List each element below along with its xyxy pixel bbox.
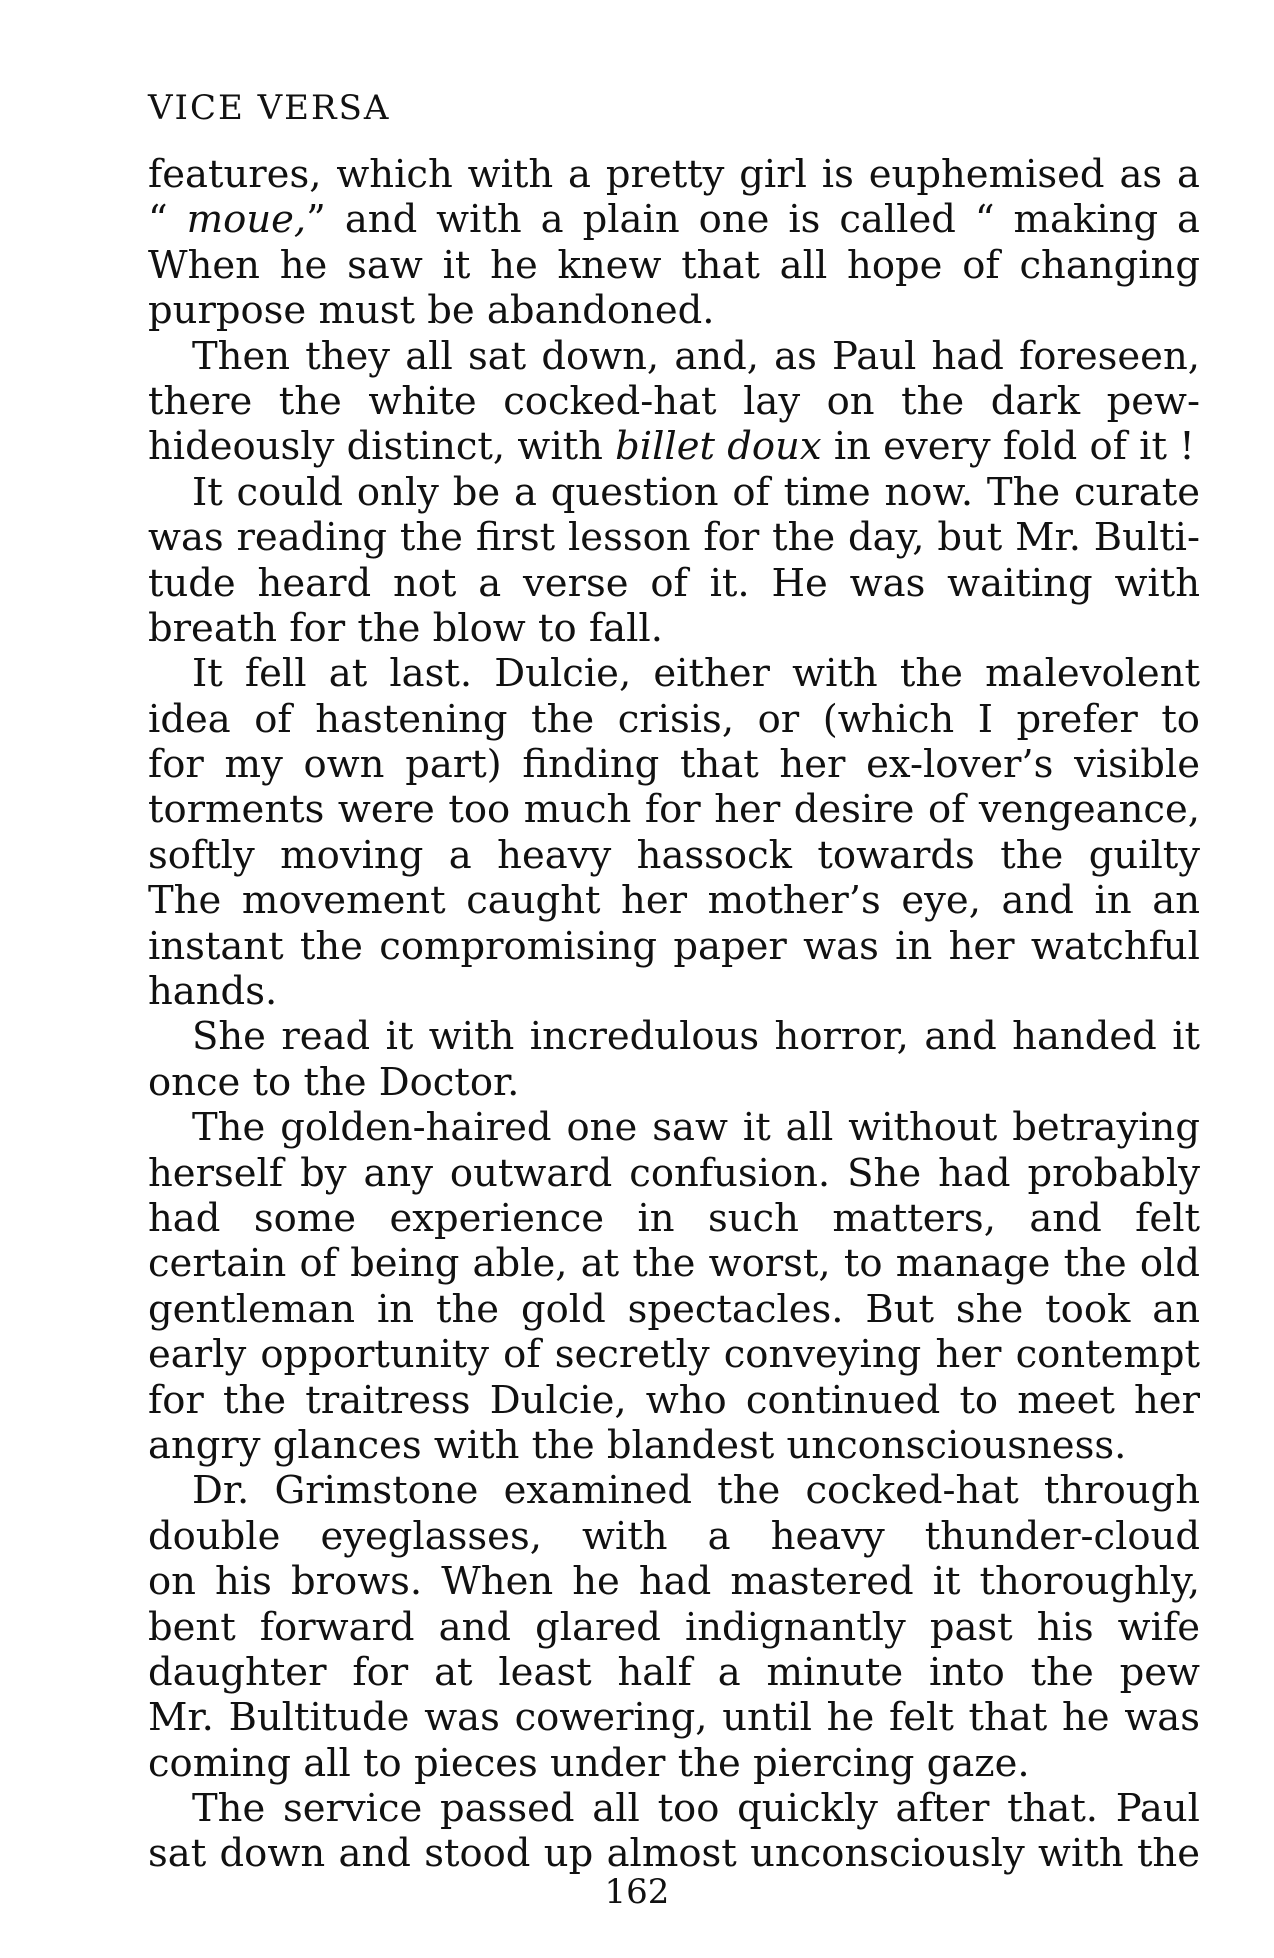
text-line: purpose must be abandoned. (148, 288, 715, 334)
text-line: torments were too much for her desire of vengeance, (148, 787, 1200, 833)
text-line: tude heard not a verse of it. He was waiting with (148, 560, 1200, 606)
running-head: VICE VERSA (148, 88, 391, 128)
text-line: bent forward and glared indignantly past his wife (148, 1604, 1200, 1650)
text-line: hands. (148, 969, 278, 1015)
page-number: 162 (604, 1872, 670, 1912)
text-line: had some experience in such matters, and felt (148, 1195, 1200, 1241)
text-line: The golden-haired one saw it all without betraying (192, 1105, 1200, 1151)
text-line: once to the Doctor. (148, 1059, 520, 1105)
text-line: angry glances with the blandest unconsciousness. (148, 1422, 1127, 1468)
text-line: features, which with a pretty girl is euphemised as a (148, 152, 1200, 197)
text-line: there the white cocked-hat lay on the dark pew- (148, 378, 1200, 424)
italic-phrase: moue, (186, 197, 307, 243)
text-line: “ moue,” and with a plain one is called “ making a (148, 197, 1200, 243)
text-line: The movement caught her mother’s eye, and in an (148, 878, 1200, 924)
italic-phrase: billet doux (615, 424, 822, 470)
text-line: It could only be a question of time now. The curate (192, 469, 1200, 515)
text-line: daughter for at least half a minute into the pew (148, 1649, 1200, 1695)
text-line: on his brows. When he had mastered it thoroughly, (148, 1559, 1200, 1605)
text-line: It fell at last. Dulcie, either with the malevolent (192, 651, 1200, 697)
text-line: When he saw it he knew that all hope of changing (148, 242, 1200, 288)
text-line: She read it with incredulous horror, and handed it (192, 1014, 1200, 1060)
text-line: Mr. Bultitude was cowering, until he felt that he was (148, 1695, 1200, 1741)
text-line: instant the compromising paper was in her watchful (148, 923, 1200, 969)
body-text (148, 152, 1200, 1877)
text-line: for the traitress Dulcie, who continued to meet her (148, 1377, 1200, 1423)
text-line: was reading the first lesson for the day, but Mr. Bulti- (148, 515, 1200, 561)
text-line: early opportunity of secretly conveying her contempt (148, 1332, 1200, 1378)
text-line: Dr. Grimstone examined the cocked-hat through (192, 1468, 1200, 1514)
text-line: The service passed all too quickly after that. Paul (192, 1786, 1200, 1832)
text-line: hideously distinct, with billet doux in every fold of it ! (148, 424, 1195, 470)
text-line: double eyeglasses, with a heavy thunder-cloud (148, 1513, 1200, 1559)
text-line: softly moving a heavy hassock towards the guilty (148, 832, 1200, 878)
text-line: sat down and stood up almost unconsciously with the (148, 1831, 1200, 1877)
text-line: for my own part) finding that her ex-lover’s visible (148, 742, 1200, 788)
text-line: idea of hastening the crisis, or (which I prefer to (148, 696, 1200, 742)
text-line: breath for the blow to fall. (148, 605, 663, 651)
text-line: Then they all sat down, and, as Paul had foreseen, (192, 333, 1200, 379)
text-line: certain of being able, at the worst, to manage the old (148, 1241, 1200, 1287)
text-line: herself by any outward confusion. She had probably (148, 1150, 1200, 1196)
text-line: gentleman in the gold spectacles. But she took an (148, 1286, 1200, 1332)
text-line: coming all to pieces under the piercing gaze. (148, 1740, 1030, 1786)
